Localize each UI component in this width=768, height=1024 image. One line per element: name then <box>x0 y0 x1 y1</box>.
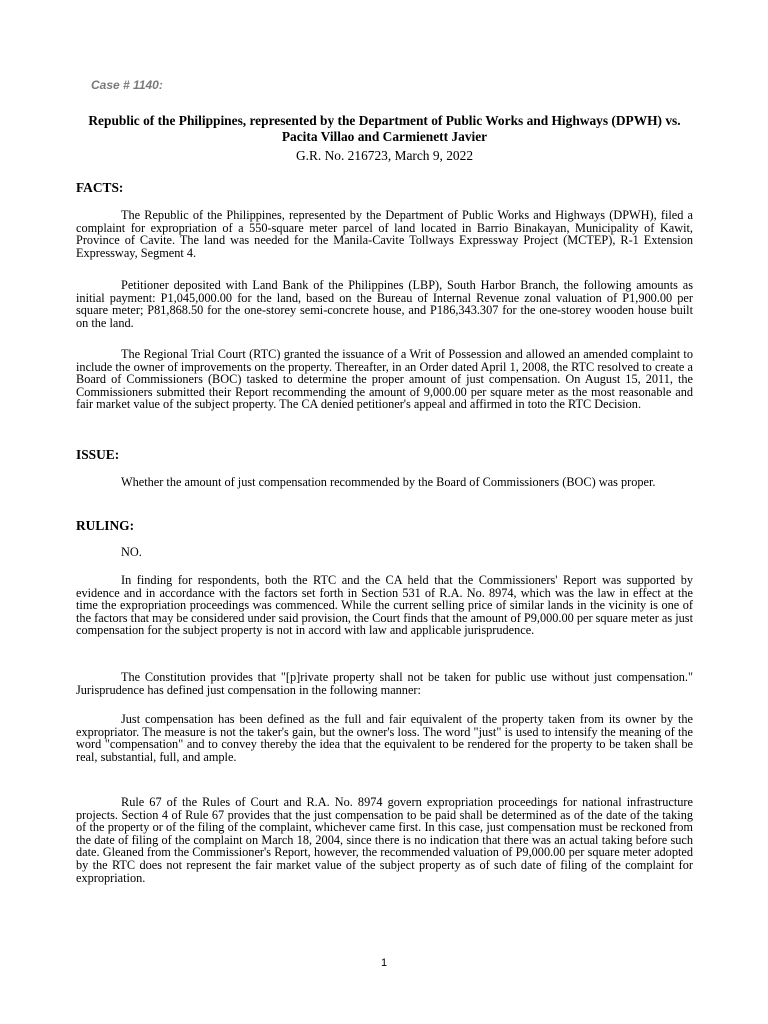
facts-paragraph-2: Petitioner deposited with Land Bank of the Philippines (LBP), South Harbor Branch, the following amounts as initial payment: P1,045,000.00 for the land, based on the Bureau of Internal Revenue zonal valuation of P1,900.00 per square meter; P81,868.50 for the one-storey semi-concrete house, and P186,343.307 for the one-storey wooden house built on the land. <box>76 278 693 330</box>
ruling-answer: NO. <box>121 545 142 559</box>
ruling-heading: RULING: <box>76 518 135 533</box>
title-block <box>76 113 693 164</box>
issue-paragraph: Whether the amount of just compensation recommended by the Board of Commissioners (BOC) was proper. <box>121 475 656 489</box>
case-title: Republic of the Philippines, represented by the Department of Public Works and Highways (DPWH) vs. Pacita Villao and Carmienett Javier <box>88 113 681 144</box>
facts-paragraph-3: The Regional Trial Court (RTC) granted the issuance of a Writ of Possession and allowed an amended complaint to include the owner of improvements on the property. Thereafter, in an Order dated April 1, 2008, the RTC resolved to create a Board of Commissioners (BOC) tasked to determine the proper amount of just compensation. On August 15, 2011, the Commissioners submitted their Report recommending the amount of 9,000.00 per square meter as the most reasonable and fair market value of the subject property. The CA denied petitioner's appeal and affirmed in toto the RTC Decision. <box>76 347 693 412</box>
facts-paragraph-1: The Republic of the Philippines, represented by the Department of Public Works and Highways (DPWH), filed a complaint for expropriation of a 550-square meter parcel of land located in Barrio Binakayan, Municipality of Kawit, Province of Cavite. The land was needed for the Manila-Cavite Tollways Expressway Project (MCTEP), R-1 Extension Expressway, Segment 4. <box>76 208 693 260</box>
issue-heading: ISSUE: <box>76 447 120 462</box>
page-number: 1 <box>380 957 388 969</box>
case-number: Case # 1140: <box>91 78 163 92</box>
facts-heading: FACTS: <box>76 180 124 195</box>
ruling-paragraph-4: Rule 67 of the Rules of Court and R.A. No. 8974 govern expropriation proceedings for national infrastructure projects. Section 4 of Rule 67 provides that the just compensation to be paid shall be determined as of the date of the taking of the property or of the filing of the complaint, whichever came first. In this case, just compensation must be reckoned from the date of filing of the complaint on March 18, 2004, since there is no indication that there was an actual taking before such date. Gleaned from the Commissioner's Report, however, the recommended valuation of P9,000.00 per square meter adopted by the RTC does not represent the fair market value of the subject property as of such date of filing of the complaint for expropriation. <box>76 795 693 885</box>
gr-number: G.R. No. 216723, March 9, 2022 <box>295 148 474 163</box>
ruling-paragraph-1: In finding for respondents, both the RTC and the CA held that the Commissioners' Report was supported by evidence and in accordance with the factors set forth in Section 531 of R.A. No. 8974, which was the law in effect at the time the expropriation proceedings was commenced. While the current selling price of similar lands in the vicinity is one of the factors that may be considered under said provision, the Court finds that the amount of P9,000.00 per square meter as just compensation for the subject property is not in accord with law and applicable jurisprudence. <box>76 573 693 638</box>
ruling-paragraph-3: Just compensation has been defined as the full and fair equivalent of the property taken from its owner by the expropriator. The measure is not the taker's gain, but the owner's loss. The word "just" is used to intensify the meaning of the word "compensation" and to convey thereby the idea that the equivalent to be rendered for the property to be taken shall be real, substantial, full, and ample. <box>76 712 693 764</box>
ruling-paragraph-2: The Constitution provides that "[p]rivate property shall not be taken for public use without just compensation." Jurisprudence has defined just compensation in the following manner: <box>76 670 693 697</box>
